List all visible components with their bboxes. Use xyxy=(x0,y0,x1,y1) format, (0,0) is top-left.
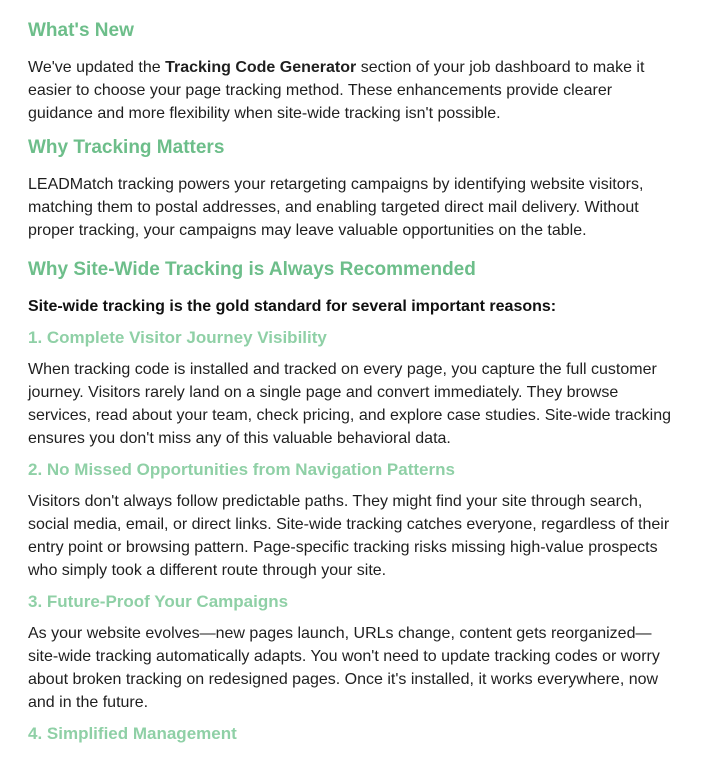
section-whats-new xyxy=(28,20,675,125)
whats-new-text-before: We've updated the xyxy=(28,59,166,76)
reason-3 xyxy=(28,592,675,714)
reason-2-title: 2. No Missed Opportunities from Navigation Patterns xyxy=(28,460,455,479)
whats-new-paragraph xyxy=(28,56,675,125)
why-tracking-paragraph: LEADMatch tracking powers your retargeting campaigns by identifying website visitors, matching them to postal addresses, and enabling targeted direct mail delivery. Without proper tracking, your campaigns may leave valuable opportunities on the table. xyxy=(28,176,644,239)
reason-3-body: As your website evolves—new pages launch, URLs change, content gets reorganized—site-wide tracking automatically adapts. You won't need to update tracking codes or worry about broken tracking on redesigned pages. Once it's installed, it works everywhere, now and in the future. xyxy=(28,625,660,711)
reason-3-title: 3. Future-Proof Your Campaigns xyxy=(28,592,289,611)
section-why-tracking xyxy=(28,137,675,242)
reason-1 xyxy=(28,328,675,450)
why-tracking-heading: Why Tracking Matters xyxy=(28,137,225,158)
site-wide-lead: Site-wide tracking is the gold standard for several important reasons: xyxy=(28,298,557,315)
whats-new-heading: What's New xyxy=(28,20,134,41)
reason-4 xyxy=(28,724,675,744)
site-wide-heading: Why Site-Wide Tracking is Always Recommended xyxy=(28,259,476,280)
reason-1-title: 1. Complete Visitor Journey Visibility xyxy=(28,328,327,347)
section-site-wide xyxy=(28,259,675,744)
reason-2 xyxy=(28,460,675,582)
reason-2-body: Visitors don't always follow predictable paths. They might find your site through search, social media, email, or direct links. Site-wide tracking catches everyone, regardless of their entry point or browsing pattern. Page-specific tracking risks missing high-value prospects who simply took a different route through your site. xyxy=(28,493,670,579)
reason-1-body: When tracking code is installed and tracked on every page, you capture the full customer journey. Visitors rarely land on a single page and convert immediately. They browse services, read about your team, check pricing, and explore case studies. Site-wide tracking ensures you don't miss any of this valuable behavioral data. xyxy=(28,361,671,447)
reason-4-title: 4. Simplified Management xyxy=(28,724,237,743)
whats-new-text-after: section of your job dashboard to make it easier to choose your page tracking method. These enhancements provide clearer guidance and more flexibility when site-wide tracking isn't possible. xyxy=(28,59,645,122)
tracking-code-generator-bold: Tracking Code Generator xyxy=(165,59,357,76)
